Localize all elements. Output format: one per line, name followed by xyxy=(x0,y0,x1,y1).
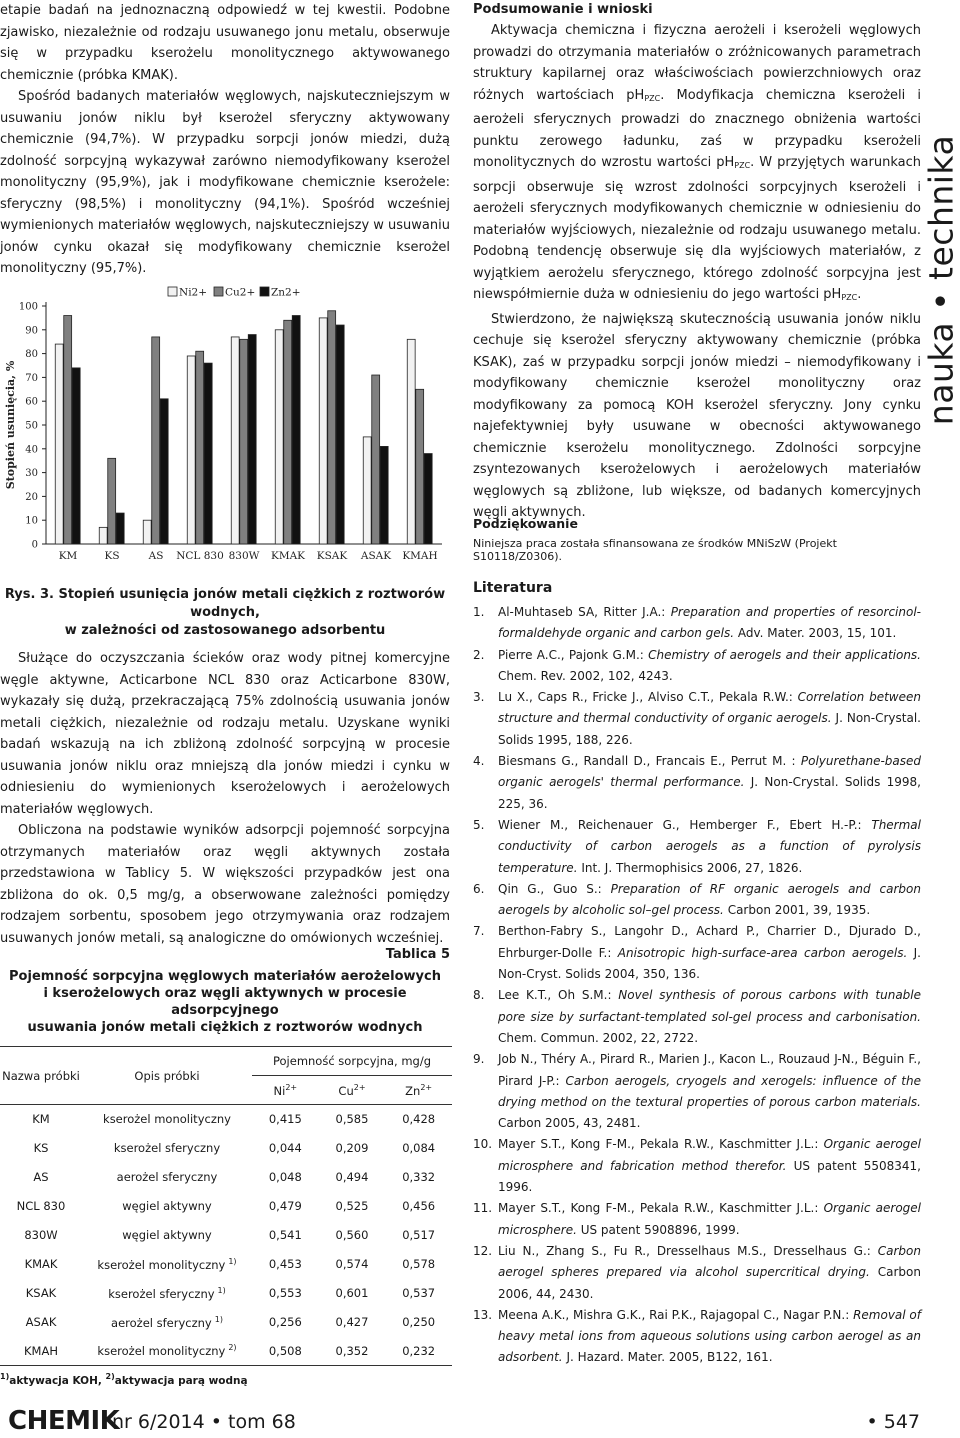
reference-number: 12. xyxy=(473,1243,493,1258)
bar-cu2-asak xyxy=(372,375,380,544)
summary-p1-part-d: . xyxy=(857,287,862,302)
reference-title: Preparation and properties of resorcinol-formaldehyde organic and carbon gels. xyxy=(498,605,921,641)
left-column-text xyxy=(0,0,450,280)
x-tick-label: NCL 830 xyxy=(176,550,224,562)
reference-number: 4. xyxy=(473,754,485,769)
paragraph-commercial-carbons: Służące do oczyszczania ścieków oraz wody pitnej komercyjne węgle aktywne, Acticarbone NCL 830 oraz Acticarbone 830W, wykazały się dużą, przekraczającą 75% zdolnością usuwania jonów metali ciężkich, niezależnie od rodzaju metalu. Uzyskane wyniki badań wskazują na ich zbliżoną zdolność sorpcyjną w procesie usuwania jonów niklu oraz mniejszą dla jonów miedzi i cynku w odniesieniu do wymienionych kserożelowych i aerożelowych materiałów węglowych. xyxy=(0,651,450,817)
cell-cu: 0,352 xyxy=(319,1337,386,1366)
header-cu xyxy=(319,1076,386,1105)
bar-zn2-ks xyxy=(116,513,124,544)
cell-name: KMAH xyxy=(0,1337,82,1366)
reference-item xyxy=(473,1305,921,1369)
cell-description-mark: 2) xyxy=(228,1343,237,1353)
cell-zn: 0,578 xyxy=(402,1257,436,1271)
x-tick-label: KSAK xyxy=(316,550,348,562)
x-tick-label: 830W xyxy=(228,550,260,562)
bar-ni2-ksak xyxy=(319,318,327,544)
cell-ni: 0,553 xyxy=(268,1286,302,1300)
cell-name: KS xyxy=(33,1141,49,1155)
y-tick-label: 100 xyxy=(18,301,38,313)
reference-number: 13. xyxy=(473,1307,493,1322)
footnote-text-2: aktywacja parą wodną xyxy=(114,1375,248,1387)
pzc-subscript-3: PZC xyxy=(841,293,858,302)
summary-p1-part-a: Aktywacja chemiczna i fizyczna aerożeli i kserożeli węglowych prowadzi do otrzymania materiałów o zróżnicowanych parametrach struktury kapilarnej oraz właściwościach powierzchniowych oraz różnych wartościach pH xyxy=(473,23,921,103)
section-side-label xyxy=(922,0,960,560)
acknowledgement-title: Podziękowanie xyxy=(473,516,578,531)
reference-item xyxy=(473,1134,921,1198)
cell-name: KMAK xyxy=(24,1257,58,1271)
reference-title: Organic aerogel microsphere and fabrication method therefor. xyxy=(498,1137,921,1173)
cell-description-mark: 1) xyxy=(217,1285,226,1295)
cell-zn: 0,232 xyxy=(385,1337,452,1366)
reference-item xyxy=(473,602,921,645)
bar-ni2-kmah xyxy=(407,339,415,544)
reference-item xyxy=(473,645,921,688)
x-tick-label: KS xyxy=(104,550,120,562)
reference-item xyxy=(473,1049,921,1134)
sorption-capacity-table xyxy=(0,1046,452,1366)
reference-item xyxy=(473,687,921,751)
header-sample-description: Opis próbki xyxy=(82,1047,252,1105)
literature-section xyxy=(473,580,921,1369)
reference-item xyxy=(473,1241,921,1305)
reference-source: Carbon 2001, 39, 1935. xyxy=(723,903,871,918)
bar-zn2-kmak xyxy=(292,316,300,544)
reference-title: Novel synthesis of porous carbons with tunable pore size by surfactant-templated sol-gel process and carbonisation. xyxy=(498,988,922,1024)
reference-source: Chem. Commun. 2002, 22, 2722. xyxy=(498,1030,699,1045)
y-tick-label: 80 xyxy=(25,349,38,361)
y-tick-label: 50 xyxy=(25,420,38,432)
footnote-text-1: aktywacja KOH, xyxy=(9,1375,106,1387)
reference-title: Organic aerogel microsphere. xyxy=(498,1201,921,1237)
table-row xyxy=(0,1250,452,1279)
reference-number: 8. xyxy=(473,988,485,1003)
header-zn-symbol: Zn xyxy=(405,1083,421,1098)
reference-authors: Liu N., Zhang S., Fu R., Dresselhaus M.S., Dresselhaus G.: xyxy=(498,1243,878,1258)
reference-source: J. Hazard. Mater. 2005, B122, 161. xyxy=(562,1350,773,1365)
cell-ni: 0,508 xyxy=(252,1337,319,1366)
cell-cu: 0,525 xyxy=(335,1199,369,1213)
bar-ni2-as xyxy=(143,520,151,544)
reference-source: Adv. Mater. 2003, 15, 101. xyxy=(734,626,897,641)
cell-description-text: kserożel sferyczny xyxy=(108,1286,215,1301)
reference-authors: Biesmans G., Randall D., Francais E., Perrut M. : xyxy=(498,754,801,769)
cell-zn: 0,428 xyxy=(402,1112,436,1127)
header-ni-charge: 2+ xyxy=(285,1082,298,1092)
reference-item xyxy=(473,751,921,815)
cell-ni: 0,415 xyxy=(268,1112,302,1127)
cell-cu: 0,585 xyxy=(335,1112,369,1127)
reference-source: Carbon 2005, 43, 2481. xyxy=(498,1116,641,1131)
table-row xyxy=(0,1221,452,1250)
figure-caption-line-2: w zależności od zastosowanego adsorbentu xyxy=(64,623,386,638)
reference-authors: Al-Muhtaseb SA, Ritter J.A.: xyxy=(498,605,671,619)
cell-description-mark: 1) xyxy=(214,1314,223,1324)
reference-title: Preparation of RF organic aerogels and carbon aerogels by alcoholic sol–gel process. xyxy=(498,881,921,918)
cell-name: 830W xyxy=(24,1228,58,1242)
bar-ni2-ks xyxy=(99,527,107,544)
summary-heading: Podsumowanie i wnioski xyxy=(473,2,653,17)
cell-cu: 0,574 xyxy=(335,1257,369,1271)
table-title-line-1: Pojemność sorpcyjna węglowych materiałów aerożelowych xyxy=(9,969,441,984)
pzc-subscript-1: PZC xyxy=(644,93,661,103)
cell-description xyxy=(82,1250,252,1279)
bar-zn2-asak xyxy=(380,446,388,544)
paragraph-capacity: Obliczona na podstawie wyników adsorpcji pojemność sorpcyjna otrzymanych materiałów oraz węgli aktywnych została przedstawiona w Tablicy 5. W większości przypadków jest ona zbliżona do ok. 0,5 mg/g, a obserwowane zależności pomiędzy rodzajem sorbentu, sposobem jego otrzymywania oraz rodzajem usuwanych jonów metali, są analogiczne do omówionych wcześniej. xyxy=(0,823,450,946)
table-row xyxy=(0,1134,452,1163)
cell-description xyxy=(82,1134,252,1163)
bar-cu2-830w xyxy=(240,339,248,544)
summary-paragraph-2: Stwierdzono, że największą skutecznością usuwania jonów niklu cechuje się kserożel sferyczny aktywowany chemicznie (próbka KSAK), zaś w przypadku sorpcji jonów miedzi – niemodyfikowany i modyfikowany chemicznie kserożel monolityczny oraz modyfikowany za pomocą KOH kserożel sferyczny. Jony cynku najefektywniej były usuwane w obecności aktywowanego chemicznie kserożelu monolitycznego. Zdolności sorpcyjne zsyntezowanych kserożelowych i aerożelowych materiałów węglowych są zbliżone, lub większe, od badanych komercyjnych węgli aktywnych. xyxy=(473,311,921,520)
bar-zn2-ksak xyxy=(336,325,344,544)
cell-description-text: węgiel aktywny xyxy=(122,1228,212,1242)
x-tick-label: KM xyxy=(58,550,78,562)
cell-name: NCL 830 xyxy=(16,1199,66,1213)
paragraph-intro: etapie badań na jednoznaczną odpowiedź w tej kwestii. Podobne zjawisko, niezależnie od rodzaju usuwanego jonu metalu, obserwuje się w przypadku kserożelu monolitycznego aktywowanego chemicznie (próbka KMAK). xyxy=(0,3,450,83)
reference-authors: Mayer S.T., Kong F-M., Pekala R.W., Kaschmitter J.L.: xyxy=(498,1201,824,1216)
header-zn xyxy=(385,1076,452,1105)
reference-source: US patent 5908896, 1999. xyxy=(576,1222,740,1237)
legend-label: Cu2+ xyxy=(225,286,256,299)
cell-description-text: kserożel sferyczny xyxy=(113,1141,221,1155)
header-sample-name: Nazwa próbki xyxy=(0,1047,82,1105)
reference-item xyxy=(473,815,921,879)
bar-zn2-ncl830 xyxy=(204,363,212,544)
legend-swatch xyxy=(260,287,269,296)
legend-label: Zn2+ xyxy=(271,286,301,299)
reference-authors: Job N., Théry A., Pirard R., Marien J., Kacon L., Rouzaud J-N., Béguin F., Pirard J-P.: xyxy=(498,1052,921,1088)
y-tick-label: 20 xyxy=(25,491,38,503)
side-label-text: nauka • technika xyxy=(921,134,960,426)
cell-cu: 0,427 xyxy=(335,1315,369,1329)
cell-description-text: aerożel sferyczny xyxy=(111,1315,212,1330)
issue-info: nr 6/2014 • tom 68 xyxy=(112,1411,296,1433)
bar-cu2-ncl830 xyxy=(196,351,204,544)
acknowledgement-text: Niniejsza praca została sfinansowana ze środków MNiSzW (Projekt S10118/Z0306). xyxy=(473,537,837,563)
header-capacity-group: Pojemność sorpcyjna, mg/g xyxy=(252,1047,452,1076)
cell-description xyxy=(82,1105,252,1134)
cell-description xyxy=(82,1221,252,1250)
cell-zn: 0,537 xyxy=(402,1286,436,1300)
page-number: • 547 xyxy=(866,1411,920,1433)
reference-item xyxy=(473,1198,921,1241)
reference-authors: Lee K.T., Oh S.M.: xyxy=(498,988,619,1003)
paragraph-results xyxy=(0,86,450,280)
literature-title: Literatura xyxy=(473,580,553,596)
reference-authors: Meena A.K., Mishra G.K., Rai P.K., Rajagopal C., Nagar P.N.: xyxy=(498,1307,854,1322)
bar-cu2-as xyxy=(152,337,160,544)
reference-number: 3. xyxy=(473,690,485,705)
x-tick-label: KMAK xyxy=(270,550,306,562)
cell-zn: 0,084 xyxy=(402,1141,436,1155)
reference-item xyxy=(473,921,921,985)
bar-ni2-asak xyxy=(363,437,371,544)
literature-list xyxy=(473,602,921,1369)
table-title-line-2: i kserożelowych oraz węgli aktywnych w procesie adsorpcyjnego xyxy=(43,986,407,1018)
cell-name: AS xyxy=(33,1170,49,1184)
paragraph-results-part-a: Spośród badanych materiałów węglowych, najskuteczniejszym w usuwaniu jonów niklu był kserożel sferyczny aktywowany chemicznie (94,7%). xyxy=(0,89,450,147)
y-tick-label: 60 xyxy=(25,396,38,408)
removal-bar-chart xyxy=(0,282,450,572)
figure-caption-line-1: Rys. 3. Stopień usunięcia jonów metali ciężkich z roztworów wodnych, xyxy=(4,587,446,620)
cell-description xyxy=(82,1308,252,1337)
bar-ni2-ncl830 xyxy=(187,356,195,544)
cell-name: ASAK xyxy=(25,1315,57,1329)
cell-ni: 0,256 xyxy=(268,1315,302,1329)
bar-cu2-kmak xyxy=(284,320,292,544)
reference-authors: Berthon-Fabry S., Langohr D., Achard P., Charrier D., Djurado D., Ehrburger-Dolle F.: xyxy=(498,924,921,960)
table-body xyxy=(0,1105,452,1366)
bar-ni2-km xyxy=(55,344,63,544)
reference-number: 11. xyxy=(473,1201,493,1216)
footnote-mark-1: 1) xyxy=(0,1372,10,1381)
reference-item xyxy=(473,879,921,922)
bar-ni2-830w xyxy=(231,337,239,544)
summary-paragraph-1 xyxy=(473,20,921,309)
cell-description-text: kserożel monolityczny xyxy=(103,1112,231,1127)
y-tick-label: 0 xyxy=(31,539,38,551)
bar-zn2-km xyxy=(72,368,80,544)
journal-logo: CHEMIK xyxy=(8,1406,120,1436)
cell-zn: 0,517 xyxy=(402,1228,436,1242)
reference-number: 5. xyxy=(473,817,485,832)
bar-cu2-kmah xyxy=(416,389,424,544)
y-tick-label: 40 xyxy=(25,444,38,456)
header-cu-charge: 2+ xyxy=(353,1082,366,1092)
reference-title: Chemistry of aerogels and their applications. xyxy=(648,647,921,662)
table-row xyxy=(0,1337,452,1366)
reference-source: J. Non-Crystal. Solids 1995, 188, 226. xyxy=(498,711,921,747)
table-row xyxy=(0,1105,452,1134)
cell-cu: 0,209 xyxy=(335,1141,369,1155)
cell-name: KSAK xyxy=(25,1286,57,1300)
header-cu-symbol: Cu xyxy=(338,1083,354,1098)
x-tick-label: ASAK xyxy=(360,550,392,562)
right-column-summary xyxy=(473,0,921,524)
reference-authors: Pierre A.C., Pajonk G.M.: xyxy=(498,647,649,662)
table-5-block xyxy=(0,946,450,1387)
cell-description xyxy=(82,1279,252,1308)
cell-zn: 0,456 xyxy=(402,1199,436,1213)
cell-ni: 0,048 xyxy=(268,1170,302,1184)
table-title-line-3: usuwania jonów metali ciężkich z roztworów wodnych xyxy=(27,1020,423,1035)
summary-p1-part-b: . Modyfikacja chemiczna kserożeli i aerożeli sferycznych prowadzi do znacznego obniżenia wartości punktu zerowego ładunku, zaś w przypadku kserożeli monolitycznych do wzrostu wartości pH xyxy=(473,87,922,170)
table-row xyxy=(0,1308,452,1337)
reference-number: 1. xyxy=(473,605,485,619)
reference-source: Chem. Rev. 2002, 102, 4243. xyxy=(498,668,673,683)
cell-zn: 0,332 xyxy=(402,1170,436,1184)
cell-description xyxy=(82,1192,252,1221)
figure-caption xyxy=(0,586,450,640)
cell-name: KM xyxy=(32,1112,50,1127)
reference-number: 2. xyxy=(473,647,485,662)
header-zn-charge: 2+ xyxy=(420,1082,433,1092)
reference-number: 6. xyxy=(473,881,485,896)
reference-authors: Mayer S.T., Kong F-M., Pekala R.W., Kaschmitter J.L.: xyxy=(498,1137,824,1152)
legend-swatch xyxy=(168,287,177,296)
page-footer xyxy=(0,1402,960,1438)
reference-source: J. Non-Cryst. Solids 2004, 350, 136. xyxy=(498,945,921,982)
cell-description-mark: 1) xyxy=(228,1256,237,1266)
header-ni xyxy=(252,1076,319,1105)
reference-authors: Lu X., Caps R., Fricke J., Alviso C.T., Pekala R.W.: xyxy=(498,690,798,705)
bar-ni2-kmak xyxy=(275,330,283,544)
cell-ni: 0,479 xyxy=(268,1199,302,1213)
reference-title: Carbon aerogel spheres prepared via alcohol supercritical drying. xyxy=(498,1243,921,1280)
bar-cu2-ksak xyxy=(328,311,336,544)
cell-description-text: aerożel sferyczny xyxy=(116,1170,218,1184)
y-tick-label: 30 xyxy=(25,468,38,480)
y-tick-label: 10 xyxy=(25,515,38,527)
table-row xyxy=(0,1163,452,1192)
cell-description-text: kserożel monolityczny xyxy=(97,1257,226,1272)
bar-zn2-kmah xyxy=(424,454,432,544)
cell-description xyxy=(82,1163,252,1192)
acknowledgement xyxy=(473,516,921,563)
cell-cu: 0,560 xyxy=(335,1228,369,1242)
cell-ni: 0,453 xyxy=(268,1257,302,1271)
table-row xyxy=(0,1192,452,1221)
reference-source: Carbon 2006, 44, 2430. xyxy=(498,1265,921,1301)
table-row xyxy=(0,1279,452,1308)
reference-authors: Qin G., Guo S.: xyxy=(498,881,611,896)
reference-title: Removal of heavy metal ions from aqueous solutions using carbon aerogel as an adsorbent. xyxy=(498,1307,922,1365)
pzc-subscript-2: PZC xyxy=(734,161,751,170)
reference-source: Int. J. Thermophisics 2006, 27, 1826. xyxy=(577,860,803,875)
reference-title: Thermal conductivity of carbon aerogels as a function of pyrolysis temperature. xyxy=(498,817,921,875)
x-tick-label: AS xyxy=(148,550,164,562)
cell-zn: 0,250 xyxy=(402,1315,436,1329)
bar-zn2-as xyxy=(160,399,168,544)
table-number: Tablica 5 xyxy=(385,947,450,962)
table-footnote xyxy=(0,1372,450,1387)
reference-number: 7. xyxy=(473,924,485,939)
footnote-mark-2: 2) xyxy=(105,1372,115,1381)
reference-title: Correlation between structure and thermal conductivity of organic aerogels. xyxy=(498,690,921,726)
cell-ni: 0,541 xyxy=(268,1228,302,1242)
cell-description-text: kserożel monolityczny xyxy=(97,1344,226,1359)
cell-cu: 0,601 xyxy=(335,1286,369,1300)
y-tick-label: 90 xyxy=(25,325,38,337)
legend-label: Ni2+ xyxy=(179,286,208,299)
bar-cu2-km xyxy=(64,316,72,544)
paragraph-results-part-b: W przypadku sorpcji jonów miedzi, dużą zdolność sorpcyjną wykazywał zarówno niemodyfikowany kserożel monolityczny (95,9%), jak i modyfikowane chemicznie kserożele: sferyczny (98,5%) i monolityczny (94,1%). Spośród wcześniej wymienionych materiałów węglowych, najskuteczniejszy w usuwaniu jonów cynku okazał się modyfikowany chemicznie kserożel monolityczny (95,7%). xyxy=(0,132,451,276)
table-title xyxy=(0,968,450,1036)
left-lower-text xyxy=(0,648,450,949)
header-ni-symbol: Ni xyxy=(273,1083,286,1098)
cell-cu: 0,494 xyxy=(335,1170,369,1184)
reference-item xyxy=(473,985,921,1049)
cell-ni: 0,044 xyxy=(268,1141,302,1155)
reference-source: US patent 5508341, 1996. xyxy=(498,1158,921,1195)
x-tick-label: KMAH xyxy=(402,550,438,562)
reference-number: 10. xyxy=(473,1137,493,1152)
cell-description-text: węgiel aktywny xyxy=(122,1199,212,1213)
cell-description xyxy=(82,1337,252,1366)
legend-swatch xyxy=(214,287,223,296)
reference-number: 9. xyxy=(473,1052,485,1067)
bar-zn2-830w xyxy=(248,335,256,544)
y-axis-label: Stopień usunięcia, % xyxy=(4,360,17,490)
reference-title: Carbon aerogels, cryogels and xerogels: influence of the drying method on the textural properties of porous carbon materials. xyxy=(498,1073,921,1109)
reference-source: J. Non-Crystal. Solids 1998, 225, 36. xyxy=(498,775,921,811)
reference-authors: Wiener M., Reichenauer G., Hemberger F., Ebert H.-P.: xyxy=(498,817,872,832)
reference-title: Anisotropic high-surface-area carbon aerogels. xyxy=(617,945,908,960)
y-tick-label: 70 xyxy=(25,372,38,384)
summary-p1-part-c: . W przyjętych warunkach sorpcji obserwuje się wzrost zdolności sorpcyjnych kserożeli i aerożeli sferycznych modyfikowanych chemicznie w odniesieniu do materiałów wyjściowych, niezależnie od rodzaju usuwanego metalu. Podobną tendencję obserwuje się dla wyjściowych materiałów, z wyjątkiem aerożelu sferycznego, którego zdolność sorpcyjna jest niewspółmiernie duża w odniesieniu do jego wartości pH xyxy=(473,155,922,302)
bar-cu2-ks xyxy=(108,458,116,544)
reference-title: Polyurethane-based organic aerogels' thermal performance. xyxy=(498,754,921,790)
